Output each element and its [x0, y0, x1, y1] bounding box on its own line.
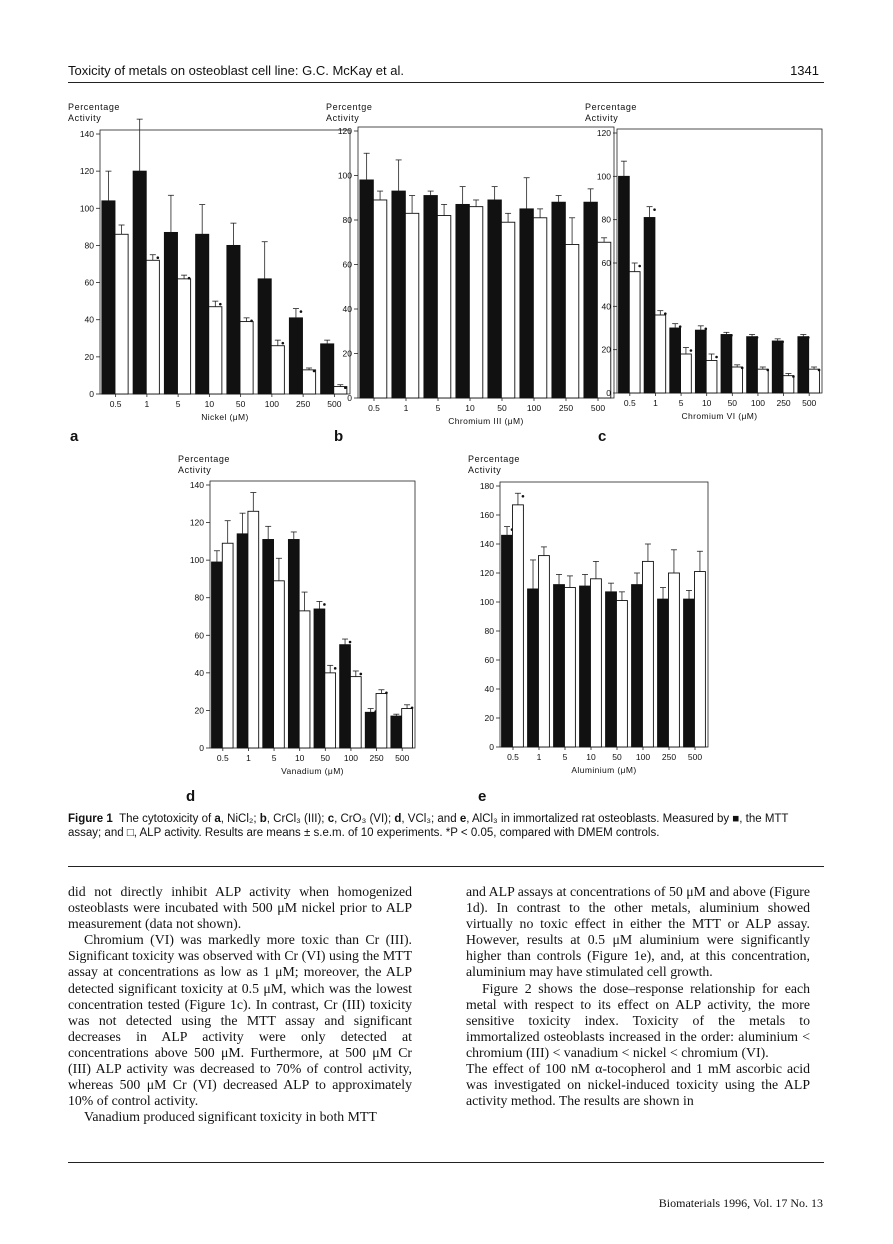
mtt-bar — [580, 586, 591, 747]
mtt-bar — [237, 534, 248, 748]
paragraph: Chromium (VI) was markedly more toxic than Cr (III). Significant toxicity was observed with Cr (VI) using the MTT assay at concentrations as low as 1 μM; moreover, the ALP detected significant toxicity at 0.5 μM, which was the lowest concentration tested (Figure 1c). In contrast, Cr (III) toxicity was not detected using the MTT assay and significant decreases in ALP activity were only detected at concentrations above 500 μM. Furthermore, at 500 μM Cr (III) ALP activity was decreased to 70% of control activity, whereas 500 μM Cr (VI) decreased ALP to approximately 10% of control activity. — [68, 932, 412, 1109]
x-axis-label: Nickel (μM) — [201, 412, 249, 422]
alp-bar — [533, 218, 546, 398]
significance-marker — [767, 369, 770, 372]
caption-panel-c: c — [327, 813, 335, 825]
alp-bar — [350, 677, 361, 748]
panel-label-c: c — [598, 428, 607, 445]
y-tick-label: 120 — [189, 517, 204, 528]
alp-bar — [325, 673, 336, 748]
x-tick-label: 0.5 — [216, 753, 229, 763]
y-tick-label: 60 — [484, 655, 494, 665]
mtt-bar — [288, 539, 299, 748]
caption-text-b: , CrCl₃ (III); — [266, 813, 325, 825]
y-tick-label: 100 — [479, 597, 494, 607]
mtt-bar — [392, 191, 405, 398]
mtt-bar — [456, 204, 469, 398]
y-tick-label: 60 — [194, 630, 204, 641]
paragraph: Figure 2 shows the dose–response relationship for each metal with respect to its effect on ALP activity, the more sensitive toxicity index. Toxicity of the metals to immortalized osteoblasts increased in the order: aluminium < chromium (III) < vanadium < nickel < chromium (VI). — [466, 980, 810, 1060]
significance-marker — [715, 356, 718, 359]
x-tick-label: 0.5 — [507, 752, 519, 762]
running-title: Toxicity of metals on osteoblast cell line: G.C. McKay et al. — [68, 63, 404, 78]
x-tick-label: 10 — [294, 753, 305, 763]
mtt-bar — [488, 200, 501, 398]
mtt-bar — [360, 180, 373, 398]
y-tick-label: 20 — [601, 344, 611, 355]
significance-marker — [756, 336, 759, 339]
alp-bar — [681, 354, 692, 393]
x-axis-label: Vanadium (μM) — [281, 766, 344, 776]
chart-e — [465, 450, 725, 785]
y-tick-label: 0 — [347, 393, 352, 403]
x-tick-label: 100 — [750, 398, 766, 408]
chart-b — [322, 98, 606, 428]
y-tick-label: 0 — [606, 388, 611, 398]
caption-text-e: , AlCl₃ in immortalized rat osteoblasts. Measured by ■, the MTT assay; and □, ALP activity. Results are means ± s.e.m. of 10 experiments. *P < 0.05, compared with DMEM controls. — [68, 813, 789, 839]
significance-marker — [690, 349, 693, 352]
significance-marker — [300, 310, 303, 313]
significance-marker — [349, 641, 352, 644]
significance-marker — [679, 325, 682, 328]
x-tick-label: 250 — [661, 752, 677, 762]
significance-marker — [385, 691, 388, 694]
y-tick-label: 40 — [342, 304, 352, 314]
alp-bar — [655, 315, 666, 393]
x-tick-label: 500 — [590, 403, 606, 413]
y-tick-label: 40 — [484, 684, 494, 694]
mtt-bar — [289, 318, 302, 394]
mtt-bar — [164, 232, 177, 394]
significance-marker — [360, 673, 363, 676]
mtt-bar — [212, 562, 223, 748]
y-tick-label: 20 — [484, 713, 494, 723]
y-tick-label: 140 — [479, 539, 494, 549]
mtt-bar — [606, 592, 617, 747]
alp-bar — [376, 694, 387, 748]
alp-bar — [271, 346, 284, 394]
y-axis-label: Percentage — [468, 454, 521, 464]
y-axis-label: Percentage — [68, 102, 121, 112]
y-tick-label: 40 — [601, 301, 611, 312]
alp-bar — [402, 709, 413, 748]
y-tick-label: 20 — [342, 348, 352, 359]
y-axis-label: Activity — [585, 113, 619, 123]
y-tick-label: 120 — [596, 128, 611, 138]
mtt-bar — [695, 330, 706, 393]
x-tick-label: 100 — [264, 399, 279, 409]
y-tick-label: 0 — [89, 389, 94, 399]
alp-bar — [240, 322, 253, 394]
footer-rule — [68, 1162, 824, 1163]
alp-bar — [757, 369, 768, 393]
x-tick-label: 250 — [776, 398, 791, 408]
paragraph: and ALP assays at concentrations of 50 μM and above (Figure 1d). In contrast to the other metals, aluminium showed virtually no toxic effect in either the MTT or ALP assay. However, results at 0.5 μM aluminium were significantly higher than controls (Figure 1e), and, at this concentration, aluminium may have stimulated cell growth. — [466, 884, 810, 980]
mtt-bar — [102, 201, 115, 394]
mtt-bar — [314, 609, 325, 748]
mtt-bar — [340, 645, 351, 748]
alp-bar — [668, 573, 679, 747]
x-tick-label: 100 — [635, 752, 651, 762]
mtt-bar — [798, 337, 809, 393]
mtt-bar — [227, 245, 240, 394]
x-tick-label: 500 — [327, 399, 342, 409]
mtt-bar — [391, 716, 402, 748]
x-tick-label: 1 — [246, 753, 251, 763]
y-axis-label: Percentage — [178, 454, 231, 464]
y-tick-label: 80 — [194, 592, 204, 603]
significance-marker — [704, 328, 707, 331]
significance-marker — [807, 336, 810, 339]
mtt-bar — [632, 585, 643, 747]
alp-bar — [809, 369, 820, 393]
paragraph: The effect of 100 nM α-tocopherol and 1 mM ascorbic acid was investigated on nickel-induced toxicity using the ALP activity method. The results are shown in — [466, 1061, 810, 1109]
caption-panel-d: d — [394, 813, 402, 825]
caption-rule — [68, 866, 824, 867]
y-axis-label: Activity — [178, 465, 212, 475]
x-tick-label: 5 — [562, 752, 568, 762]
x-axis-label: Chromium VI (μM) — [681, 411, 758, 421]
significance-marker — [188, 277, 191, 280]
caption-label: Figure 1 — [68, 813, 113, 825]
panel-label-e: e — [478, 788, 487, 805]
y-tick-label: 80 — [84, 240, 94, 251]
significance-marker — [638, 265, 641, 268]
caption-panel-e: e — [459, 813, 467, 825]
alp-bar — [115, 234, 128, 394]
x-tick-label: 50 — [320, 753, 331, 763]
mtt-bar — [554, 585, 565, 747]
y-tick-label: 140 — [79, 129, 94, 139]
alp-bar — [469, 207, 482, 398]
mtt-bar — [772, 341, 783, 393]
mtt-bar — [552, 202, 565, 398]
x-tick-label: 5 — [271, 753, 277, 763]
alp-bar — [437, 216, 450, 398]
chart-d — [170, 450, 430, 785]
significance-marker — [522, 495, 525, 498]
x-tick-label: 10 — [465, 403, 475, 413]
y-tick-label: 120 — [79, 166, 94, 177]
x-tick-label: 0.5 — [623, 398, 636, 408]
y-tick-label: 140 — [189, 480, 204, 490]
mtt-bar — [670, 328, 681, 393]
mtt-bar — [644, 218, 655, 394]
alp-bar — [373, 200, 386, 398]
mtt-bar — [424, 196, 437, 398]
caption-text-d: , VCl₃; and — [401, 813, 457, 825]
x-tick-label: 100 — [526, 403, 542, 413]
y-tick-label: 100 — [337, 170, 352, 181]
alp-bar — [512, 505, 523, 747]
body-column-right — [466, 884, 810, 1109]
paragraph: Vanadium produced significant toxicity in both MTT — [84, 1109, 377, 1125]
mtt-bar — [196, 234, 209, 394]
x-tick-label: 250 — [558, 403, 574, 413]
y-tick-label: 60 — [342, 259, 352, 270]
y-axis-label: Activity — [68, 113, 102, 123]
x-tick-label: 500 — [687, 752, 703, 762]
page-number: 1341 — [790, 63, 819, 78]
y-axis-label: Percentage — [585, 102, 638, 112]
alp-bar — [299, 611, 310, 748]
y-tick-label: 60 — [84, 277, 94, 288]
mtt-bar — [365, 712, 376, 748]
significance-marker — [334, 667, 337, 670]
alp-bar — [405, 213, 418, 398]
y-tick-label: 40 — [84, 314, 94, 325]
y-axis-label: Percentge — [326, 102, 373, 112]
significance-marker — [313, 370, 316, 373]
alp-bar — [303, 370, 316, 394]
x-tick-label: 1 — [403, 403, 409, 413]
x-tick-label: 1 — [144, 399, 150, 409]
y-tick-label: 100 — [596, 171, 611, 182]
caption-text-c: , CrO₃ (VI); — [334, 813, 392, 825]
alp-bar — [538, 556, 549, 747]
mtt-bar — [747, 337, 758, 393]
x-tick-label: 10 — [204, 399, 215, 409]
mtt-bar — [520, 209, 533, 398]
x-tick-label: 1 — [653, 398, 658, 408]
x-tick-label: 50 — [612, 752, 622, 762]
significance-marker — [792, 375, 795, 378]
x-tick-label: 5 — [175, 399, 181, 409]
figure-caption — [68, 812, 824, 840]
alp-bar — [564, 588, 575, 748]
panel-label-d: d — [186, 788, 196, 805]
mtt-bar — [658, 599, 669, 747]
x-tick-label: 10 — [701, 398, 712, 408]
alp-bar — [248, 511, 259, 748]
mtt-bar — [263, 539, 274, 748]
alp-bar — [146, 260, 159, 394]
x-tick-label: 100 — [343, 753, 359, 763]
chart-c — [582, 98, 832, 433]
x-tick-label: 50 — [235, 399, 246, 409]
significance-marker — [653, 208, 656, 211]
y-tick-label: 160 — [479, 510, 494, 520]
y-tick-label: 0 — [489, 742, 494, 752]
alp-bar — [732, 367, 743, 393]
caption-panel-a: a — [214, 813, 221, 825]
alp-bar — [629, 272, 640, 393]
alp-bar — [178, 279, 191, 394]
x-tick-label: 50 — [497, 403, 507, 413]
mtt-bar — [502, 535, 513, 747]
caption-panel-b: b — [259, 813, 267, 825]
significance-marker — [282, 342, 285, 345]
panel-label-b: b — [334, 428, 344, 445]
alp-bar — [783, 376, 794, 393]
significance-marker — [219, 303, 222, 306]
significance-marker — [323, 603, 326, 606]
alp-bar — [590, 579, 601, 747]
mtt-bar — [133, 171, 146, 394]
alp-bar — [209, 307, 222, 394]
alp-bar — [642, 561, 653, 747]
mtt-bar — [619, 176, 630, 393]
significance-marker — [741, 367, 744, 370]
y-tick-label: 120 — [479, 568, 494, 578]
x-axis-label: Aluminium (μM) — [571, 765, 637, 775]
x-tick-label: 1 — [536, 752, 542, 762]
alp-bar — [565, 244, 578, 398]
y-tick-label: 20 — [84, 351, 94, 362]
y-tick-label: 120 — [337, 126, 352, 136]
significance-marker — [818, 369, 821, 372]
x-tick-label: 250 — [296, 399, 311, 409]
x-tick-label: 250 — [369, 753, 384, 763]
significance-marker — [250, 320, 253, 323]
chart-a — [60, 98, 342, 428]
panel-label-a: a — [70, 428, 79, 445]
y-tick-label: 80 — [484, 626, 494, 636]
y-tick-label: 60 — [601, 258, 611, 268]
significance-marker — [664, 312, 667, 315]
alp-bar — [222, 543, 233, 748]
y-tick-label: 0 — [199, 743, 204, 753]
alp-bar — [694, 572, 705, 747]
y-tick-label: 100 — [189, 555, 204, 566]
significance-marker — [157, 256, 160, 259]
alp-bar — [501, 222, 514, 398]
y-tick-label: 40 — [194, 667, 204, 678]
x-tick-label: 5 — [678, 398, 684, 408]
mtt-bar — [528, 589, 539, 747]
caption-text: The cytotoxicity of — [119, 813, 212, 825]
alp-bar — [706, 361, 717, 394]
mtt-bar — [258, 279, 271, 394]
header-rule — [68, 82, 824, 83]
x-tick-label: 0.5 — [368, 403, 380, 413]
y-tick-label: 20 — [194, 705, 204, 716]
alp-bar — [616, 601, 627, 747]
x-axis-label: Chromium III (μM) — [448, 416, 524, 426]
paragraph: did not directly inhibit ALP activity when homogenized osteoblasts were incubated with 500 μM nickel prior to ALP measurement (data not shown). — [68, 884, 412, 932]
significance-marker — [781, 341, 784, 344]
y-tick-label: 100 — [79, 203, 94, 214]
x-tick-label: 500 — [802, 398, 817, 408]
alp-bar — [274, 581, 285, 748]
x-tick-label: 50 — [727, 398, 738, 408]
y-axis-label: Activity — [326, 113, 360, 123]
caption-text-a: , NiCl₂; — [220, 813, 257, 825]
significance-marker — [411, 706, 414, 709]
mtt-bar — [721, 335, 732, 394]
journal-footer: Biomaterials 1996, Vol. 17 No. 13 — [658, 1196, 823, 1210]
x-tick-label: 0.5 — [109, 399, 122, 409]
y-axis-label: Activity — [468, 465, 502, 475]
y-tick-label: 80 — [342, 215, 352, 225]
mtt-bar — [684, 599, 695, 747]
x-tick-label: 10 — [586, 752, 596, 762]
x-tick-label: 500 — [395, 753, 410, 763]
significance-marker — [730, 334, 733, 337]
y-tick-label: 180 — [479, 481, 494, 491]
body-column-left — [68, 884, 412, 1125]
y-tick-label: 80 — [601, 214, 611, 225]
x-tick-label: 5 — [435, 403, 441, 413]
